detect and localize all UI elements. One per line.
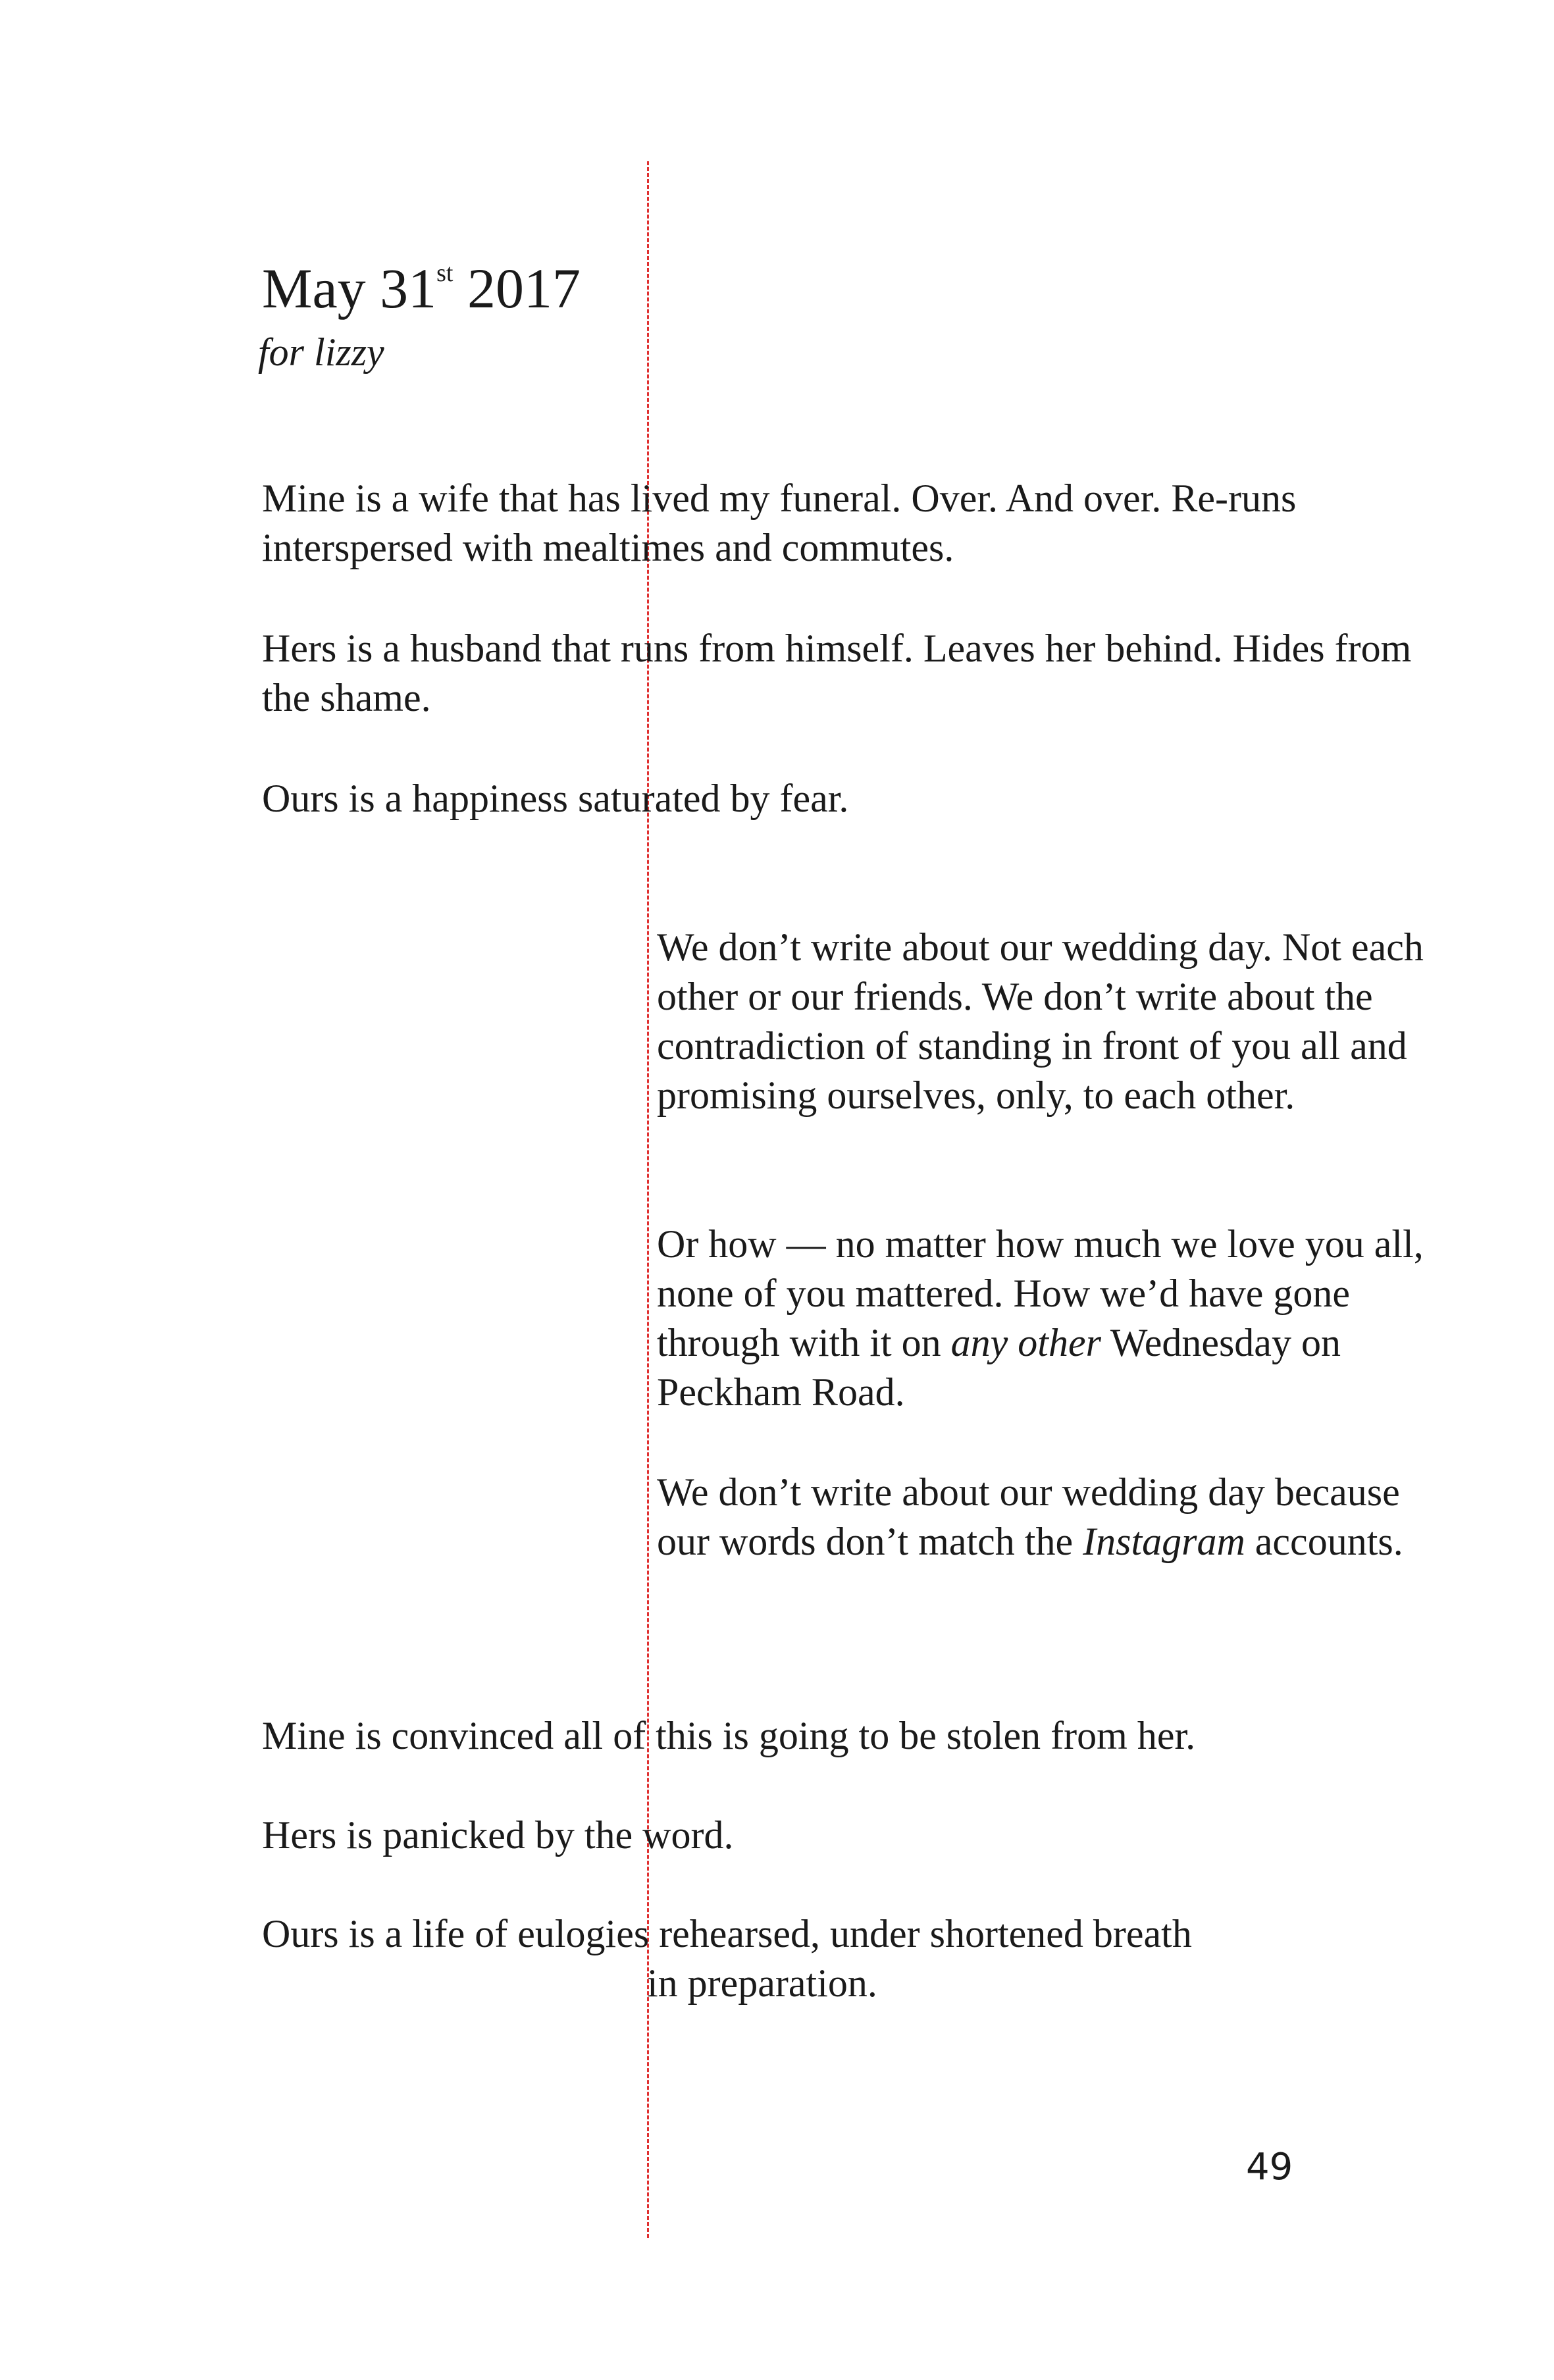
stanza2-paragraph-2-text-a: Or how — no matter how much we love you all, none of you mattered. How we’d have gone through with it on: [657, 1222, 1424, 1364]
stanza2-paragraph-3-text-a: We don’t write about our wedding day because our words don’t match the: [657, 1470, 1400, 1563]
stanza1-paragraph-3: Ours is a happiness saturated by fear.: [262, 777, 849, 820]
stanza1-paragraph-1: Mine is a wife that has lived my funeral. Over. And over. Re-runs interspersed with mealtimes and commutes.: [262, 477, 1297, 569]
stanza3-paragraph-3: [262, 1909, 1434, 2008]
stanza1-paragraph-2: Hers is a husband that runs from himself. Leaves her behind. Hides from the shame.: [262, 627, 1412, 719]
date-month-day: May 31: [262, 257, 437, 320]
stanza3-paragraph-3-line-1: Ours is a life of eulogies rehearsed, under shortened breath: [262, 1912, 1192, 1955]
stanza2-paragraph-1: We don’t write about our wedding day. Not each other or our friends. We don’t write about the contradiction of standing in front of you all and promising ourselves, only, to each other.: [657, 925, 1424, 1117]
poem-dedication: for lizzy: [258, 330, 384, 374]
poem-date-heading: [262, 257, 581, 320]
stanza2-paragraph-2-text-b: Wednesday on Peckham Road.: [657, 1321, 1341, 1414]
stanza2-paragraph-3-text-b: accounts.: [1245, 1520, 1403, 1563]
stanza3-paragraph-1: Mine is convinced all of this is going to be stolen from her.: [262, 1714, 1196, 1757]
stanza2-paragraph-3-italic: Instagram: [1083, 1520, 1245, 1563]
stanza2-paragraph-2-italic: any other: [950, 1321, 1101, 1364]
stanza2-paragraph-2: [657, 1220, 1434, 1417]
date-year: 2017: [467, 257, 581, 320]
page-number: 49: [1246, 2146, 1293, 2188]
stanza3-paragraph-2: Hers is panicked by the word.: [262, 1813, 734, 1857]
stanza3-paragraph-3-line-2: in preparation.: [647, 1961, 877, 2005]
date-ordinal-suffix: st: [436, 259, 453, 287]
stanza2-paragraph-3: [657, 1468, 1434, 1566]
